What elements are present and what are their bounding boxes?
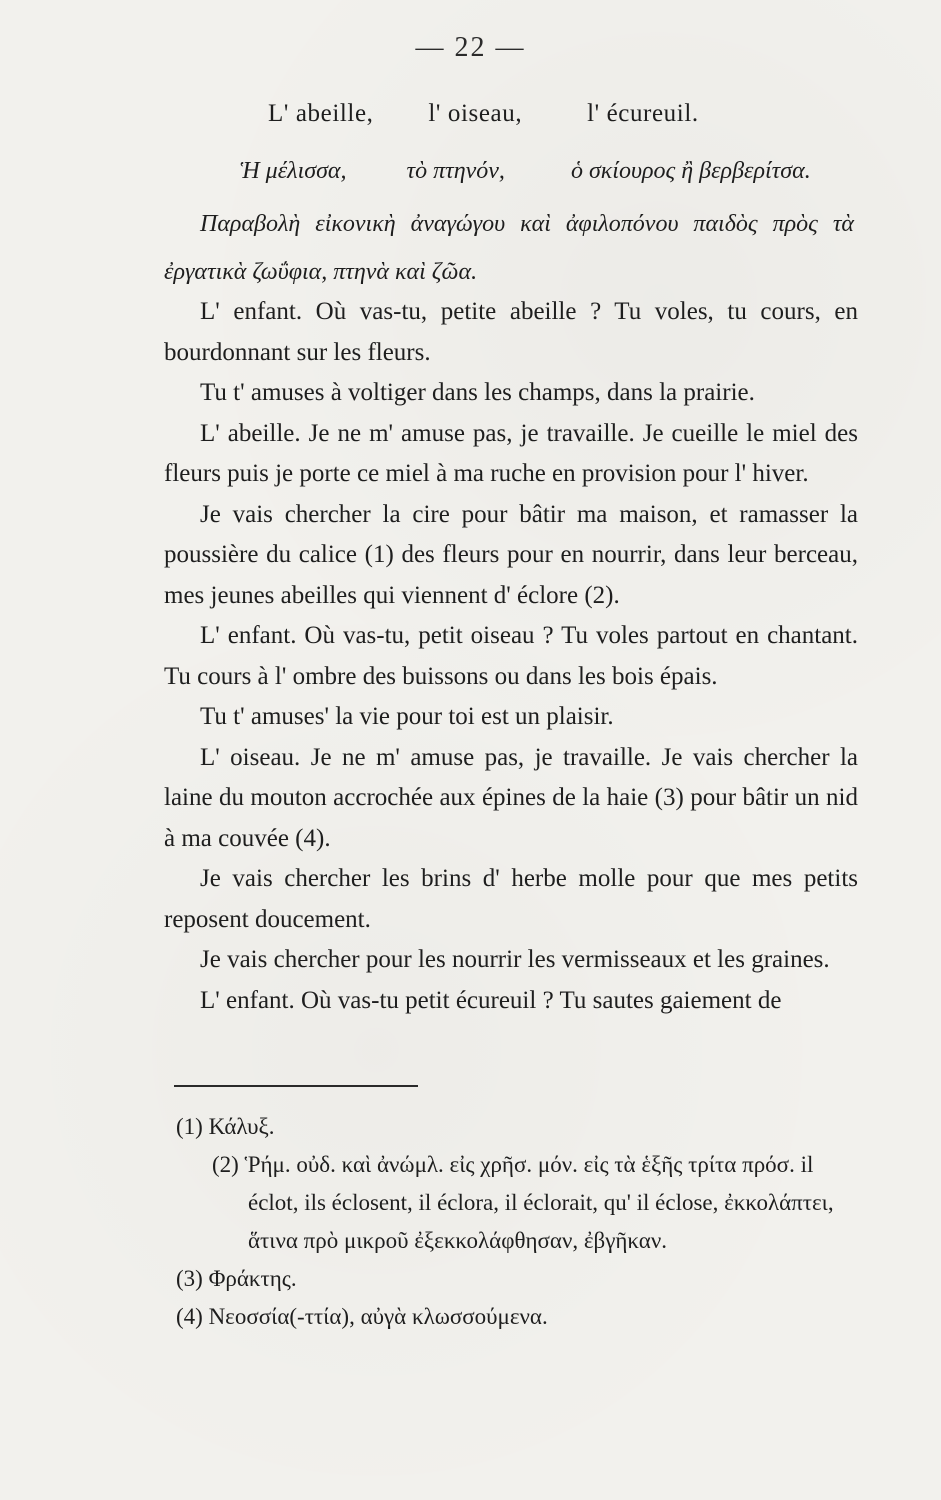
greek-intro: Παραβολὴ εἰκονικὴ ἀναγώγου καὶ ἀφιλοπόνου παιδὸς πρὸς τὰ ἐργατικὰ ζωΰφια, πτηνὰ καὶ ζῶα. [164, 211, 854, 285]
footnotes [176, 1108, 866, 1336]
greek-title [240, 158, 811, 185]
paragraph: Je vais chercher la cire pour bâtir ma maison, et ramasser la poussière du calice (1) des fleurs pour en nourrir, dans leur berceau, mes jeunes abeilles qui viennent d' éclore (2). [164, 500, 858, 609]
paragraph: L' enfant. Où vas-tu, petit oiseau ? Tu voles partout en chantant. Tu cours à l' ombre des buissons ou dans les bois épais. [164, 622, 858, 690]
page-number: — 22 — [415, 32, 526, 63]
main-text [164, 292, 858, 1021]
title-squirrel: l' écureuil. [587, 100, 699, 127]
paragraph: L' enfant. Où vas-tu petit écureuil ? Tu sautes gaiement de [200, 986, 782, 1014]
greek-title-bee: Ἡ μέλισσα, [240, 158, 347, 184]
greek-title-squirrel: ὁ σκίουρος ἢ βερβερίτσα. [570, 158, 811, 184]
footnote: (3) Φράκτης. [176, 1266, 297, 1291]
title-bird: l' oiseau, [428, 100, 523, 127]
paragraph: L' oiseau. Je ne m' amuse pas, je travaille. Je vais chercher la laine du mouton accrochée aux épines de la haie (3) pour bâtir un nid à ma couvée (4). [164, 743, 858, 852]
paragraph: L' abeille. Je ne m' amuse pas, je travaille. Je cueille le miel des fleurs puis je porte ce miel à ma ruche en provision pour l' hiver. [164, 419, 858, 487]
footnote: (4) Νεοσσία(-ττία), αὐγὰ κλωσσούμενα. [176, 1304, 548, 1329]
paragraph: Je vais chercher pour les nourrir les vermisseaux et les graines. [200, 946, 830, 973]
paragraph: Je vais chercher les brins d' herbe molle pour que mes petits reposent doucement. [164, 865, 858, 933]
paragraph: Tu t' amuses à voltiger dans les champs, dans la prairie. [200, 379, 755, 406]
footnote: (2) Ῥήμ. οὐδ. καὶ ἀνώμλ. εἰς χρῆσ. μόν. εἰς τὰ ἑξῆς τρίτα πρόσ. il éclot, ils éclosent, il éclora, il éclorait, qu' il éclose, ἐκκολάπτει, ἅτινα πρὸ μικροῦ ἐξεκκολάφθησαν, ἐβγῆκαν. [212, 1152, 834, 1253]
title-bee: L' abeille, [268, 100, 374, 127]
greek-title-bird: τὸ πτηνόν, [406, 158, 505, 184]
french-title [268, 100, 699, 128]
footnote-divider [174, 1085, 418, 1087]
footnote: (1) Κάλυξ. [176, 1114, 275, 1139]
paragraph: Tu t' amuses' la vie pour toi est un plaisir. [200, 703, 614, 730]
paragraph: L' enfant. Où vas-tu, petite abeille ? Tu voles, tu cours, en bourdonnant sur les fleurs. [164, 298, 858, 366]
